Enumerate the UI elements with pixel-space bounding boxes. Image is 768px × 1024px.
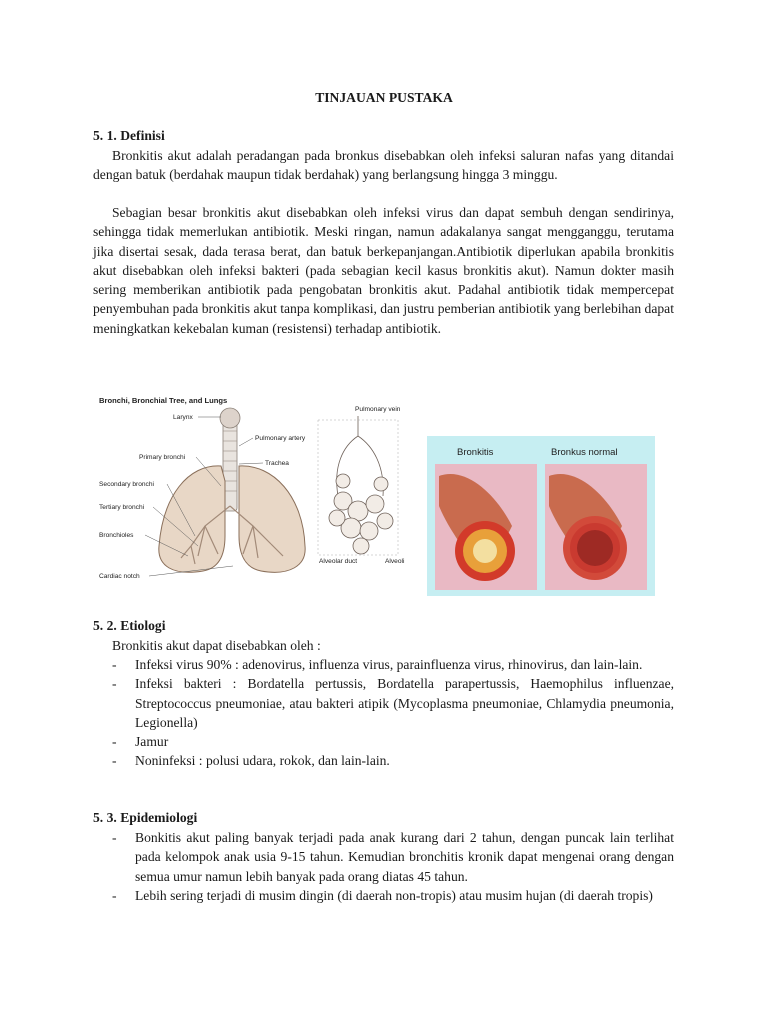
- definisi-paragraph-1: Bronkitis akut adalah peradangan pada bronkus disebabkan oleh infeksi saluran nafas yang ditandai dengan batuk (berdahak maupun tidak berdahak) yang berlangsung hingga 3 minggu.: [93, 148, 674, 183]
- list-item: - Bonkitis akut paling banyak terjadi pada anak kurang dari 2 tahun, dengan puncak lain terlihat pada kelompok anak usia 9-15 tahun. Kemudian bronchitis kronik dapat mengenai orang dengan semua umur namun lebih banyak pada orang diatas 45 tahun.: [112, 830, 674, 884]
- bronchus-comparison-figure: [427, 436, 655, 596]
- label-cardiac-notch: Cardiac notch: [99, 573, 140, 580]
- list-item: - Jamur: [112, 734, 169, 750]
- label-secondary-bronchi: Secondary bronchi: [99, 481, 154, 488]
- list-item: - Noninfeksi : polusi udara, rokok, dan lain-lain.: [112, 753, 390, 769]
- label-alveolar-duct: Alveolar duct: [319, 558, 358, 565]
- lungs-figure-title: Bronchi, Bronchial Tree, and Lungs: [99, 396, 228, 405]
- label-pulmonary-vein: Pulmonary vein: [355, 406, 401, 413]
- label-bronchioles: Bronchioles: [99, 532, 134, 539]
- list-item: - Lebih sering terjadi di musim dingin (di daerah non-tropis) atau musim hujan (di daerah tropis): [112, 887, 653, 903]
- label-larynx: Larynx: [173, 414, 193, 421]
- label-primary-bronchi: Primary bronchi: [139, 454, 186, 461]
- page-title: TINJAUAN PUSTAKA: [315, 90, 453, 105]
- section-heading-etiologi: 5. 2. Etiologi: [93, 618, 166, 633]
- list-item: - Infeksi virus 90% : adenovirus, influenza virus, parainfluenza virus, rhinovirus, dan lain-lain.: [112, 657, 643, 672]
- label-tertiary-bronchi: Tertiary bronchi: [99, 504, 145, 511]
- label-trachea: Trachea: [265, 460, 289, 467]
- etiologi-intro: Bronkitis akut dapat disebabkan oleh :: [112, 638, 321, 653]
- etiologi-list: [93, 655, 674, 771]
- definisi-paragraph-2: Sebagian besar bronkitis akut disebabkan oleh infeksi virus dan dapat sembuh dengan sendirinya, sehingga tidak memerlukan antibiotik. Meski ringan, namun adakalanya sangat mengganggu, terutama jika disertai sesak, dada terasa berat, dan batuk berkepanjangan.Antibiotik diperlukan apabila bronkitis akut disebabkan oleh infeksi bakteri (pada sebagian kecil kasus bronkitis akut). Namun dokter masih sering memberikan antibiotik pada pengobatan bronkitis akut. Padahal antibiotik tidak mempercepat penyembuhan pada bronkitis akut tanpa komplikasi, dan justru pemberian antibiotik yang berlebihan dapat meningkatkan kekebalan kuman (resistensi) terhadap antibiotik.: [93, 205, 674, 336]
- section-heading-epidemiologi: 5. 3. Epidemiologi: [93, 810, 198, 825]
- epidemiologi-list: [93, 828, 674, 905]
- label-bronkus-normal: Bronkus normal: [551, 447, 618, 458]
- label-pulmonary-artery: Pulmonary artery: [255, 435, 306, 442]
- list-item: - Infeksi bakteri : Bordatella pertussis, Bordatella parapertussis, Haemophilus influenzae, Streptococcus pneumoniae, atau bakteri atipik (Mycoplasma pneumoniae, Chlamydia pneumonia, Legionella): [112, 676, 674, 730]
- label-alveoli: Alveoli: [385, 558, 405, 565]
- lungs-diagram-figure: [93, 386, 425, 586]
- label-bronkitis: Bronkitis: [457, 447, 494, 458]
- section-heading-definisi: 5. 1. Definisi: [93, 128, 165, 143]
